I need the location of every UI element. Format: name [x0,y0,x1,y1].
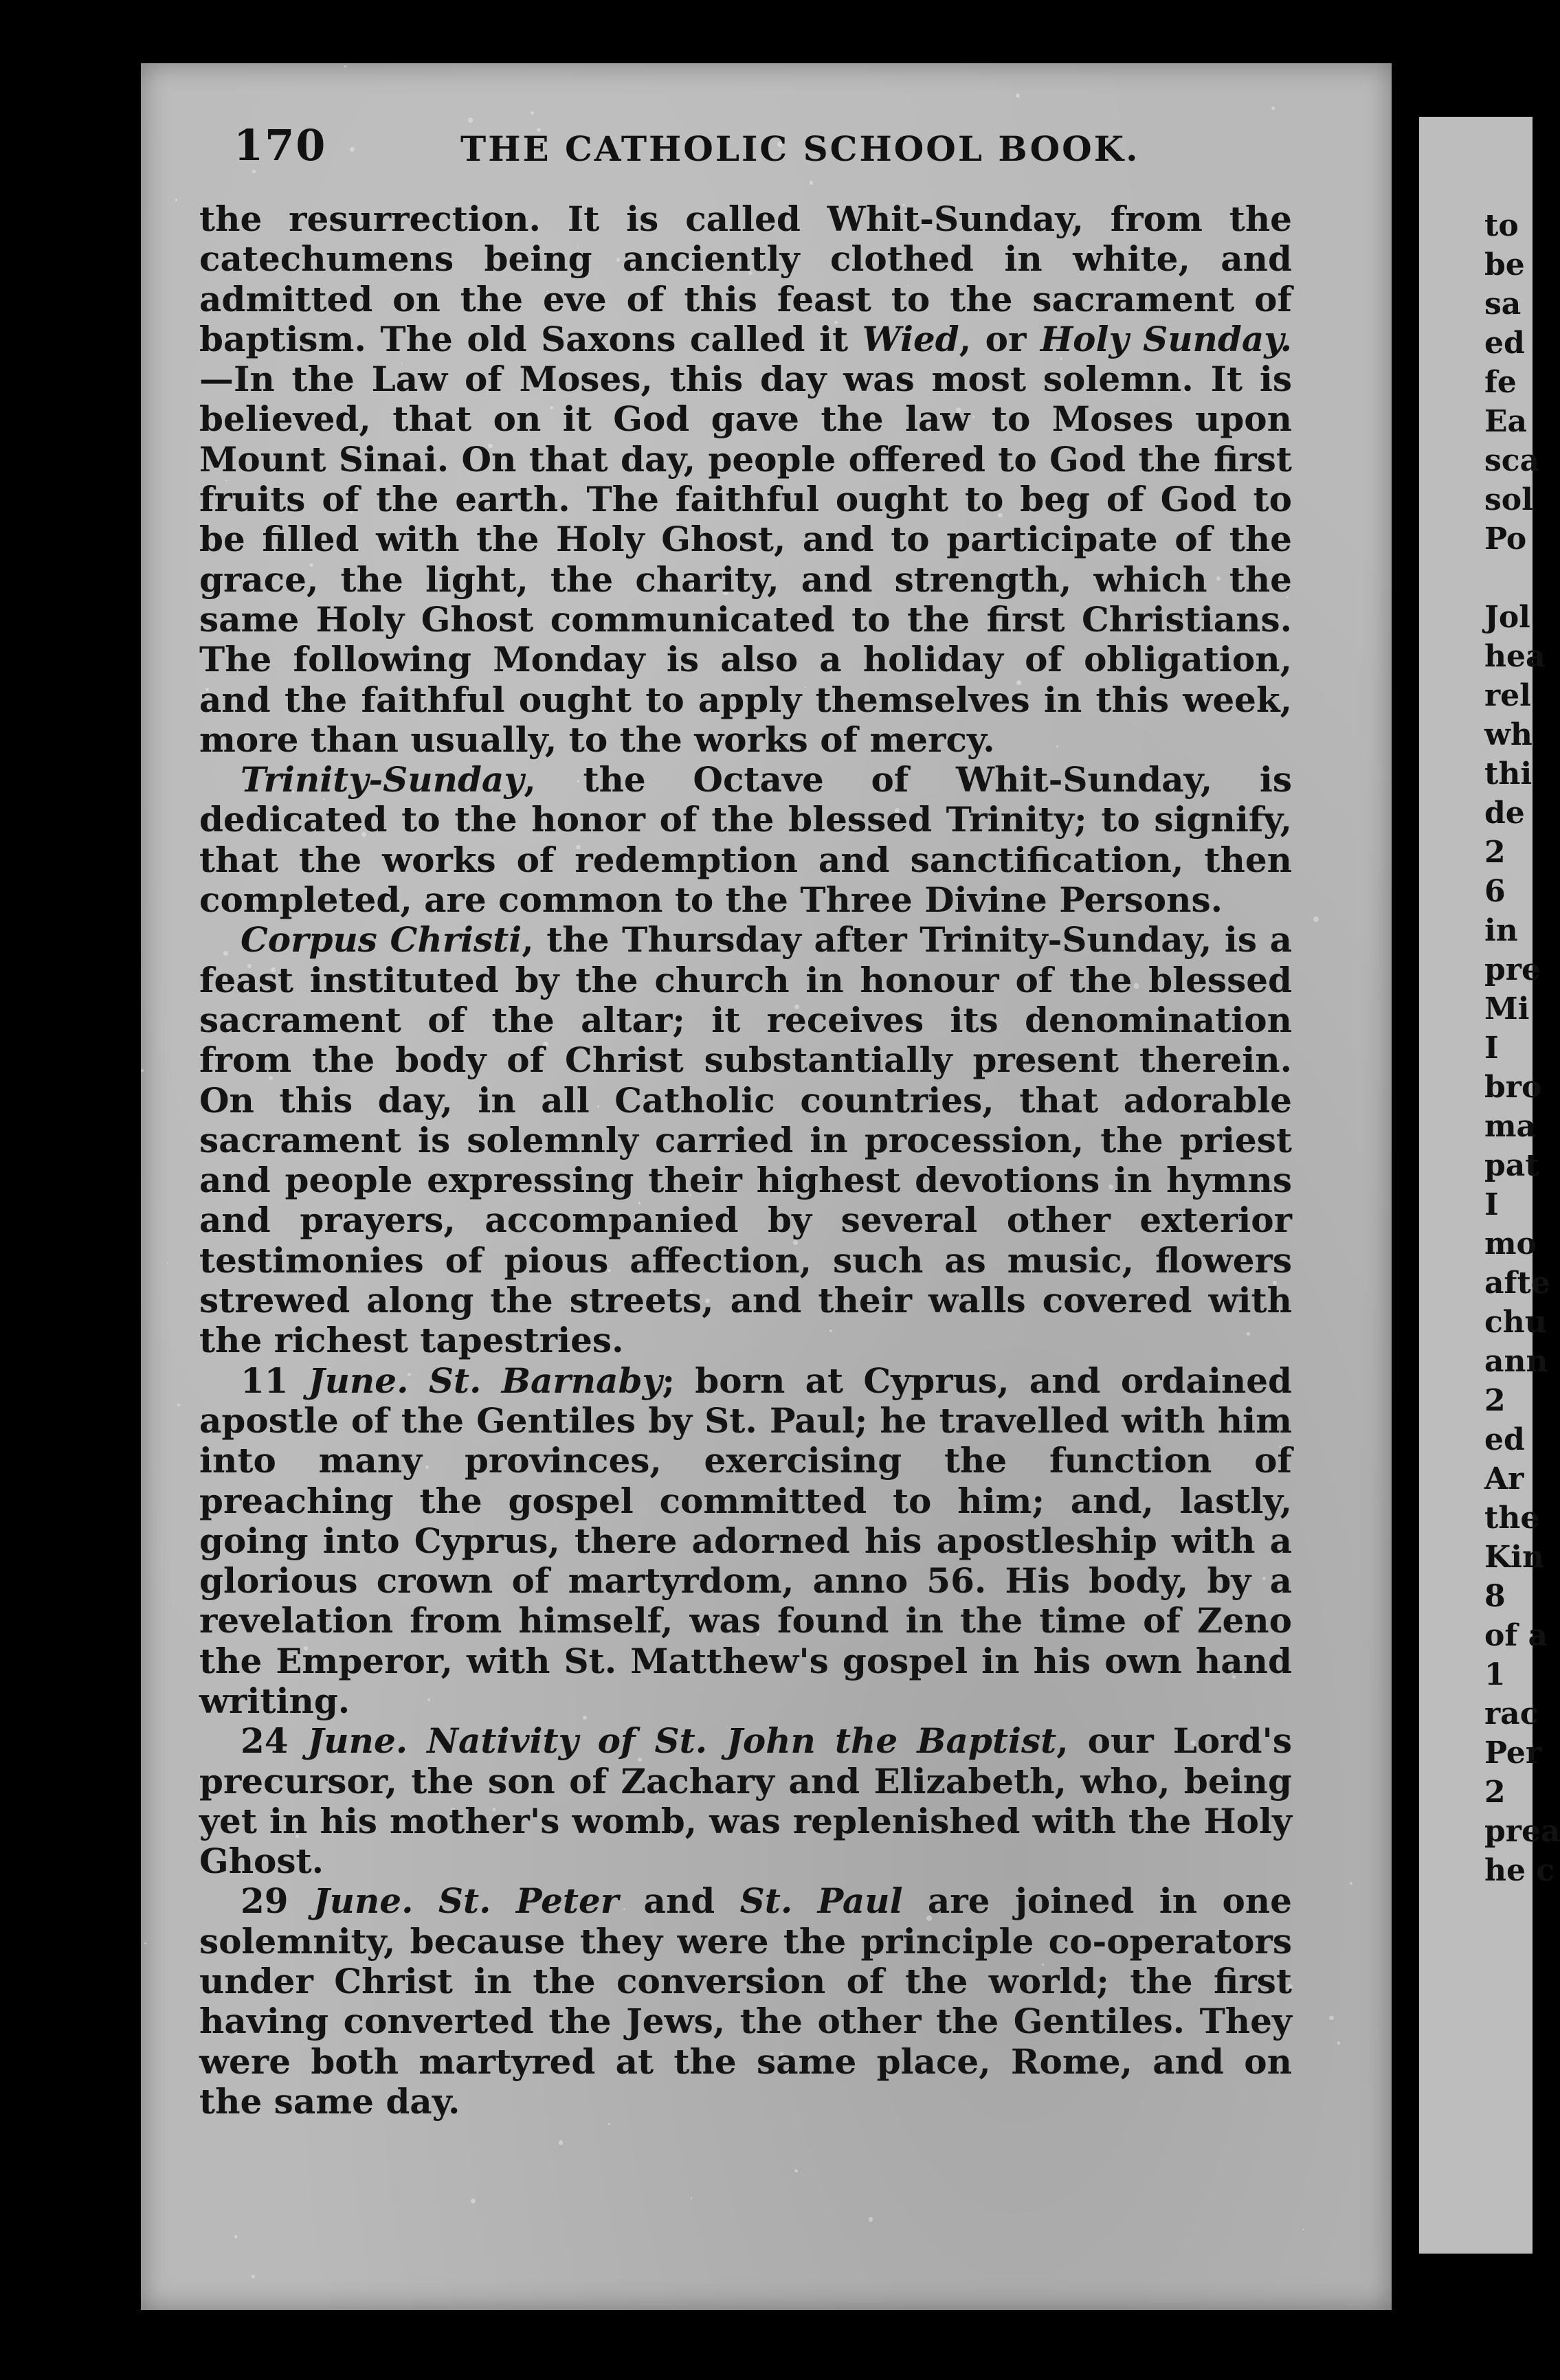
paragraph-trinity-sunday [199,760,1292,920]
text-run: Nativity of St. John the Baptist [427,1720,1057,1762]
scan-speck [794,2169,798,2173]
facing-page-fragment: in [1484,913,1518,948]
paragraph-whit-sunday [199,199,1292,760]
facing-page-fragment: afte [1484,1266,1550,1301]
scan-speck [608,2123,610,2125]
paragraph-st-john-baptist [199,1721,1292,1881]
page-header [234,120,1278,175]
text-run: , the Thursday after Trinity-Sunday, is a feast instituted by the church in honour of the blessed sacrament of the altar; it receives its denomination from the body of Christ substantially present therein. On this day, in all Catholic countries, that adorable sacrament is solemnly carried in procession, the priest and people expressing their highest devotions in hymns and prayers, accompanied by several other exterior testimonies of pious affection, such as music, flowers strewed along the streets, and their walls covered with the richest tapestries. [199,919,1292,1361]
scan-speck [1271,106,1275,110]
facing-page-fragment: Ea [1484,404,1528,439]
facing-page-fragment: he c [1484,1853,1555,1888]
facing-page-fragment: Ar [1484,1461,1524,1496]
facing-page-fragment: Jol [1484,600,1530,635]
facing-page-fragment: hea [1484,639,1546,674]
facing-page-fragment: I [1484,1031,1499,1066]
facing-page-fragment: prea [1484,1814,1560,1849]
facing-page-fragment: 1 [1484,1657,1506,1692]
facing-page-fragment: pat [1484,1148,1539,1183]
text-run [408,1720,427,1761]
paragraph-st-peter-paul [199,1881,1292,2122]
text-run: 11 [241,1360,309,1401]
facing-page-fragment: 2 [1484,1775,1506,1810]
facing-page-fragment: mo [1484,1226,1537,1261]
text-run: Corpus Christi [241,919,522,961]
scan-speck [167,1263,168,1264]
paragraph-st-barnaby [199,1361,1292,1722]
facing-page-fragment: Kin [1484,1540,1544,1575]
text-run: Wied [862,318,959,359]
scan-speck [471,2199,475,2203]
facing-page-fragment: ed [1484,1422,1525,1457]
text-run: St. Paul [739,1881,903,1922]
facing-page-fragment: rel [1484,678,1531,713]
facing-page-fragment: 8 [1484,1579,1506,1614]
text-run: St. Barnaby [428,1360,662,1401]
text-run [409,1360,429,1401]
facing-page-fragment: Po [1484,521,1527,557]
scan-speck [252,2275,255,2278]
scan-speck [691,2197,693,2199]
scan-speck [177,1404,180,1406]
scan-speck [1016,93,1020,98]
text-run: are joined in one solemnity, because they were the principle co-operators under Christ in the conversion of the world; the first having converted the Jews, the other the Gentiles. They were both martyred at the same place, Rome, and on the same day. [199,1881,1292,2122]
text-run: , our Lord's precursor, the son of Zachary and Elizabeth, who, being yet in his mother's womb, was replenished with the Holy Ghost. [199,1720,1292,1882]
facing-page-fragment: Per [1484,1736,1542,1771]
facing-page-fragment: ann [1484,1344,1548,1379]
text-run: the resurrection. It is called Whit-Sunday, from the catechumens being anciently clothed in white, and admitted on the eve of this feast to the sacrament of baptism. The old Saxons called it [199,199,1292,359]
facing-page-fragment: pre [1484,952,1541,987]
scan-speck [144,1942,146,1944]
text-run: , or [959,318,1040,359]
scan-speck [141,1069,144,1072]
scan-speck [559,2140,563,2144]
text-run: 29 [241,1881,313,1922]
facing-page-fragment: bro [1484,1070,1542,1105]
facing-page-fragment: rac [1484,1696,1539,1731]
text-run: Holy Sunday. [1040,318,1292,359]
facing-page-fragment: wh [1484,717,1533,752]
scan-speck [531,111,534,115]
text-run: June. [313,1881,414,1922]
facing-page-fragment: thi [1484,756,1533,792]
facing-page-fragment: chu [1484,1305,1547,1340]
facing-page-fragment: sa [1484,287,1522,322]
text-run [414,1881,438,1921]
scan-speck [234,2235,238,2238]
text-run: —In the Law of Moses, this day was most solemn. It is believed, that on it God gave the law to Moses upon Mount Sinai. On that day, people offered to God the first fruits of the earth. The faithful ought to beg of God to be filled with the Holy Ghost, and to participate of the grace, the light, the charity, and strength, which the same Holy Ghost communicated to the first Christians. The following Monday is also a holiday of obligation, and the faithful ought to apply themselves in this week, more than usually, to the works of mercy. [199,359,1292,760]
scan-speck [175,199,178,201]
facing-page-fragment: sca [1484,443,1540,478]
scan-speck [1329,2016,1333,2020]
page-number: 170 [234,120,327,170]
text-run: June. [307,1720,408,1762]
scan-speck [344,65,346,67]
facing-page-fragment: I [1484,1187,1499,1222]
facing-page-fragment: to [1484,208,1519,243]
facing-page-fragment: of a [1484,1618,1548,1653]
scan-speck [1313,917,1318,921]
scan-speck [1350,1882,1352,1885]
text-run: June. [308,1360,409,1401]
text-run: , the Octave of Whit-Sunday, is dedicated to the honor of the blessed Trinity; to signify, that the works of redemption and sanctification, then completed, are common to the Three Divine Persons. [199,759,1292,921]
facing-page-fragment: the [1484,1501,1540,1536]
facing-page-fragment: 2 [1484,835,1506,870]
book-gutter [1392,0,1419,2380]
facing-page-fragment: fe [1484,365,1517,400]
facing-page-fragment: de [1484,796,1525,831]
facing-page-fragment: ma [1484,1109,1537,1144]
facing-page-fragment: ed [1484,326,1525,361]
text-run: St. Peter [438,1881,619,1922]
paragraph-corpus-christi [199,920,1292,1360]
scan-speck [1337,2041,1341,2045]
text-run: and [619,1881,740,1922]
facing-page-fragment: 6 [1484,874,1506,909]
scan-speck [810,181,814,185]
scan-speck [869,2217,873,2221]
text-run: Trinity-Sunday [241,759,524,800]
text-run: 24 [241,1720,308,1762]
body-text [199,199,1292,2122]
facing-page-fragment: be [1484,247,1525,282]
facing-page-edge [1419,117,1560,2254]
facing-page-fragment: Mi [1484,991,1530,1026]
text-run: ; born at Cyprus, and ordained apostle of the Gentiles by St. Paul; he travelled with him into many provinces, exercising the function of preaching the gospel committed to him; and, lastly, going into Cyprus, there adorned his apostleship with a glorious crown of martyrdom, anno 56. His body, by a revelation from himself, was found in the time of Zeno the Emperor, with St. Matthew's gospel in his own hand writing. [199,1360,1292,1721]
running-head: THE CATHOLIC SCHOOL BOOK. [460,128,1140,169]
facing-page-fragment: sol [1484,482,1533,517]
scan-speck [1302,2229,1304,2230]
facing-page-fragment: 2 [1484,1383,1506,1418]
